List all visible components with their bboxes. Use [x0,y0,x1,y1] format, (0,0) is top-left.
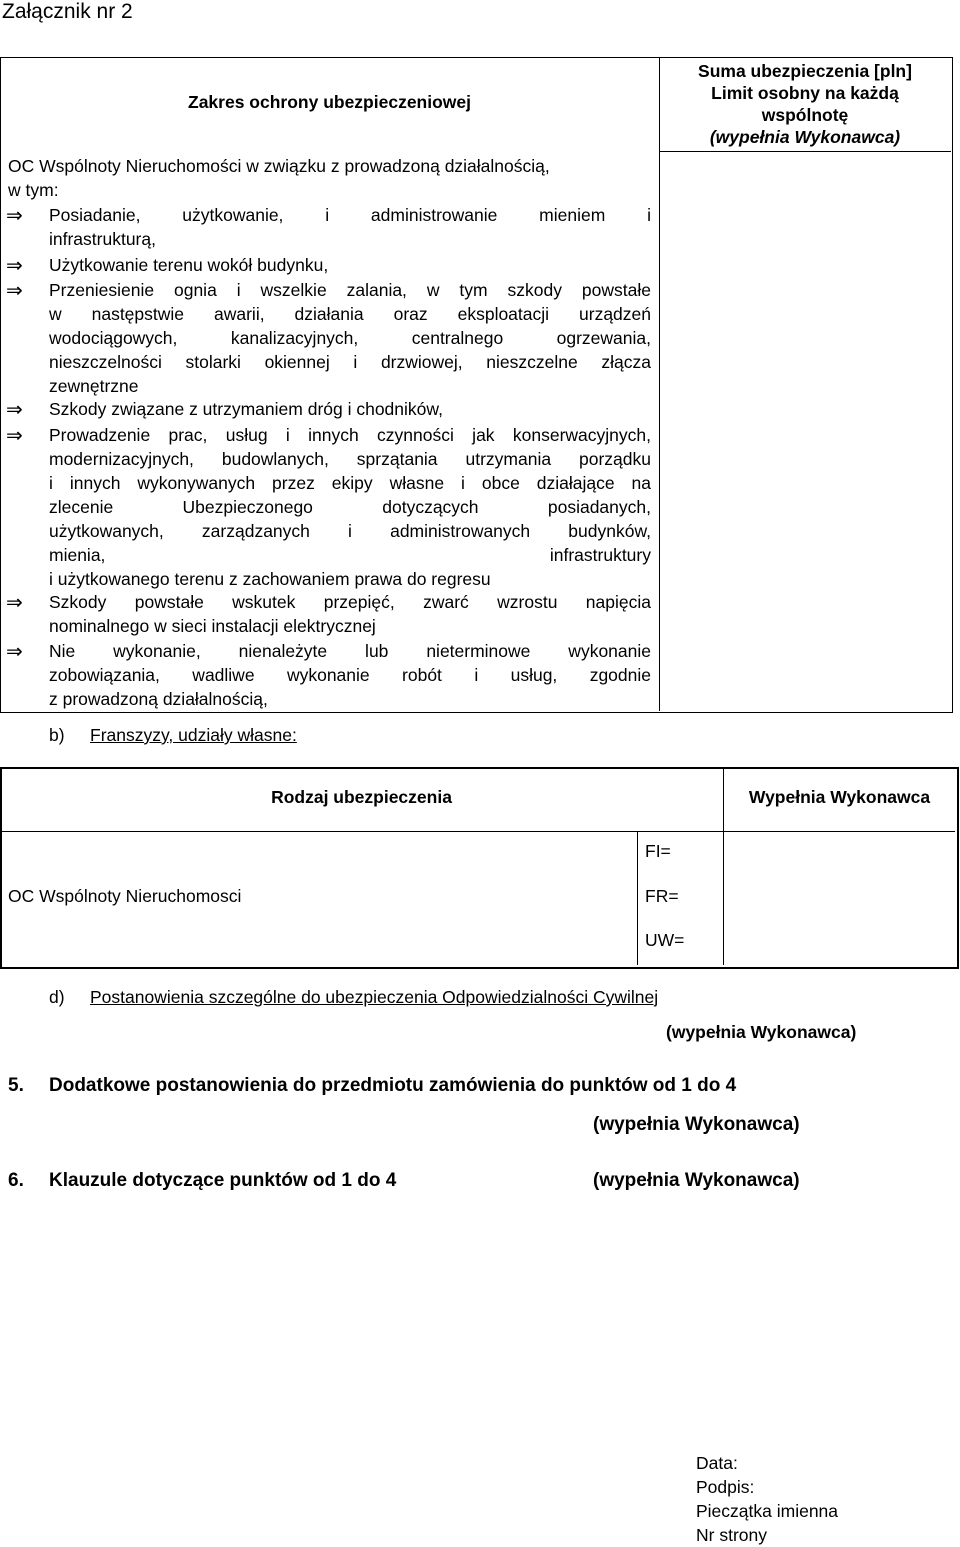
page-header-title: Załącznik nr 2 [2,0,133,23]
section-d-label: d) [49,987,65,1007]
rightwards-double-arrow-icon: ⇒ [6,397,23,421]
sub-row-uw: UW= [645,930,685,950]
section-b-title: Franszyzy, udziały własne: [90,725,297,745]
section-d-title: Postanowienia szczególne do ubezpieczenia Odpowiedzialności Cywilnej [90,987,659,1007]
section-5-number: 5. [8,1075,24,1096]
rightwards-double-arrow-icon: ⇒ [6,253,23,277]
sub-row-fi: FI= [645,841,671,861]
col-header-insurance-type: Rodzaj ubezpieczenia [271,787,452,807]
col-header-contractor: Wypełnia Wykonawca [748,787,931,807]
coverage-header-right: Suma ubezpieczenia [pln] Limit osobny na każdą wspólnotę (wypełnia Wykonawca) [698,61,912,147]
section-6-number: 6. [8,1170,24,1191]
coverage-item: Nie wykonanie, nienależyte lub nieterminowe wykonanie zobowiązania, wadliwe wykonanie robót i usług, zgodnie z prowadzoną działalnością, [49,641,651,709]
rightwards-double-arrow-icon: ⇒ [6,203,23,227]
coverage-item: Użytkowanie terenu wokół budynku, [49,255,329,275]
sub-row-fr: FR= [645,886,679,906]
signature-block [696,1451,838,1547]
coverage-intro: OC Wspólnoty Nieruchomości w związku z prowadzoną działalnością, w tym: [8,156,550,200]
rightwards-double-arrow-icon: ⇒ [6,278,23,302]
coverage-item: Prowadzenie prac, usług i innych czynności jak konserwacyjnych, modernizacyjnych, budowlanych, sprzątania utrzymania porządku i innych wykonywanych przez ekipy własne i obce działające na zlecenie Ubezpieczonego dotyczących posiadanych, użytkowanych, zarządzanych i administrowanych budynków, mienia, infrastruktury i użytkowanego terenu z zachowaniem prawa do regresu [49,425,651,589]
rightwards-double-arrow-icon: ⇒ [6,639,23,663]
stamp-label: Pieczątka imienna [696,1501,839,1521]
section-b-label: b) [49,725,65,745]
coverage-item: Szkody związane z utrzymaniem dróg i chodników, [49,399,443,419]
section-6-note: (wypełnia Wykonawca) [593,1170,800,1191]
row-label: OC Wspólnoty Nieruchomosci [8,886,242,906]
date-label: Data: [696,1453,738,1473]
coverage-header-left: Zakres ochrony ubezpieczeniowej [188,92,471,112]
coverage-item: Przeniesienie ognia i wszelkie zalania, w tym szkody powstałe w następstwie awarii, działania oraz eksploatacji urządzeń wodociągowych, kanalizacyjnych, centralnego ogrzewania, nieszczelności stolarki okiennej i drzwiowej, nieszczelne złącza zewnętrzne [49,280,651,396]
section-6-title: Klauzule dotyczące punktów od 1 do 4 [49,1170,397,1191]
section-5-note: (wypełnia Wykonawca) [593,1114,800,1135]
coverage-item: Szkody powstałe wskutek przepięć, zwarć wzrostu napięcia nominalnego w sieci instalacji elektrycznej [49,592,651,636]
page-number-label: Nr strony [696,1525,767,1545]
section-d-note: (wypełnia Wykonawca) [666,1022,857,1042]
signature-label: Podpis: [696,1477,755,1497]
coverage-item: Posiadanie, użytkowanie, i administrowanie mieniem i infrastrukturą, [49,205,651,249]
rightwards-double-arrow-icon: ⇒ [6,590,23,614]
rightwards-double-arrow-icon: ⇒ [6,423,23,447]
section-5-title: Dodatkowe postanowienia do przedmiotu zamówienia do punktów od 1 do 4 [49,1075,737,1096]
